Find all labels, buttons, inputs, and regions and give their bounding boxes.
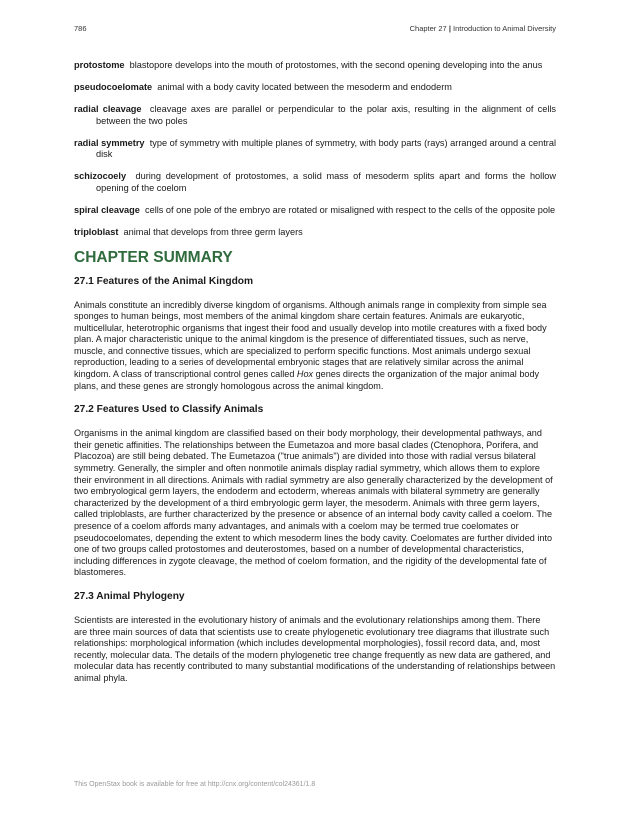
glossary-definition: animal with a body cavity located between the mesoderm and endoderm xyxy=(157,82,452,92)
glossary-term: radial cleavage xyxy=(74,104,142,114)
glossary-term: triploblast xyxy=(74,226,119,237)
glossary-entry xyxy=(74,104,556,127)
glossary-entry xyxy=(74,227,556,239)
glossary-entry xyxy=(74,138,556,161)
chapter-summary-heading: CHAPTER SUMMARY xyxy=(74,248,233,266)
page-content xyxy=(74,60,556,697)
section-text: genes directs the organization of the major animal body plans, and these genes are strongly homologous across the animal kingdom. xyxy=(74,369,540,391)
glossary-term: radial symmetry xyxy=(74,137,145,148)
header-separator: | xyxy=(448,24,451,33)
section-body: Scientists are interested in the evolutionary history of animals and the evolutionary relationships among them. There are three main sources of data that scientists use to create phylogenetic evolutionary tree diagrams that illustrate such relationships: morphological information (which includes developmental morphologies), fossil record data, and, most recently, molecular data. The details of the modern phylogenetic tree change frequently as new data are gathered, and molecular data has recently contributed to many substantial modifications of the understanding of relationships between animal phyla. xyxy=(74,614,556,683)
glossary-definition: cleavage axes are parallel or perpendicular to the polar axis, resulting in the alignment of cells between the two poles xyxy=(96,104,557,126)
section-heading: 27.2 Features Used to Classify Animals xyxy=(74,404,264,416)
glossary-definition: during development of protostomes, a solid mass of mesoderm splits apart and forms the hollow opening of the coelom xyxy=(96,171,556,193)
glossary-definition: type of symmetry with multiple planes of symmetry, with body parts (rays) arranged around a central disk xyxy=(96,137,556,159)
glossary-list xyxy=(74,60,556,238)
glossary-entry xyxy=(74,171,556,194)
section-heading: 27.3 Animal Phylogeny xyxy=(74,590,185,602)
italic-term: Hox xyxy=(296,369,314,380)
glossary-definition: cells of one pole of the embryo are rotated or misaligned with respect to the cells of the opposite pole xyxy=(145,204,556,215)
glossary-entry xyxy=(74,205,556,217)
section-text: Animals constitute an incredibly diverse kingdom of organisms. Although animals range in complexity from simple sea sponges to human beings, most members of the animal kingdom share certain features. Animals are eukaryotic, multicellular, heterotrophic organisms that ingest their food and usually develop into motile creatures with a fixed body plan. A major characteristic unique to the animal kingdom is the presence of differentiated tissues, such as nerve, muscle, and connective tissues, which are specialized to perform specific functions. Most animals undergo sexual reproduction, leading to a series of developmental embryonic stages that are relatively similar across the animal kingdom. A class of transcriptional control genes called xyxy=(74,299,547,380)
glossary-definition: blastopore develops into the mouth of protostomes, with the second opening developing into the anus xyxy=(129,60,543,70)
page-number: 786 xyxy=(74,24,87,33)
glossary-definition: animal that develops from three germ layers xyxy=(123,226,303,237)
section-body: Organisms in the animal kingdom are classified based on their body morphology, their developmental pathways, and their genetic affinities. The relationships between the Eumetazoa and more basal clades (Ctenophora, Porifera, and Placozoa) are still being debated. The Eumetazoa ("true animals") are divided into those with radial versus bilateral symmetry. Generally, the simpler and often nonmotile animals display radial symmetry, which allows them to explore their environment in all directions. Animals with radial symmetry are also generally characterized by the development of two embryological germ layers, the endoderm and ectoderm, whereas animals with bilateral symmetry are generally characterized by the development of a third embryologic germ layer, the mesoderm. Animals with three germ layers, called triploblasts, are further characterized by the presence or absence of an internal body cavity called a coelom. The presence of a coelom affords many advantages, and animals with a coelom may be termed true coelomates or pseudocoelomates, depending the extent to which mesoderm lines the body cavity. Coelomates are further divided into one of two groups called protostomes and deuterostomes, based on a number of developmental characteristics, including differences in zygote cleavage, the method of coelom formation, and the rigidity of the developmental fate of blastomeres. xyxy=(74,428,553,578)
chapter-name: Introduction to Animal Diversity xyxy=(453,24,556,33)
chapter-label: Chapter 27 xyxy=(409,24,447,33)
glossary-term: protostome xyxy=(74,60,125,70)
glossary-term: pseudocoelomate xyxy=(74,82,153,92)
glossary-term: spiral cleavage xyxy=(74,204,140,215)
chapter-title xyxy=(410,24,556,33)
page-footer: This OpenStax book is available for free at http://cnx.org/content/col24361/1.8 xyxy=(74,781,316,788)
section-body xyxy=(74,300,556,393)
running-header xyxy=(74,24,556,36)
glossary-entry xyxy=(74,82,556,94)
section-heading: 27.1 Features of the Animal Kingdom xyxy=(74,275,254,287)
glossary-term: schizocoely xyxy=(74,171,127,181)
glossary-entry xyxy=(74,60,556,72)
